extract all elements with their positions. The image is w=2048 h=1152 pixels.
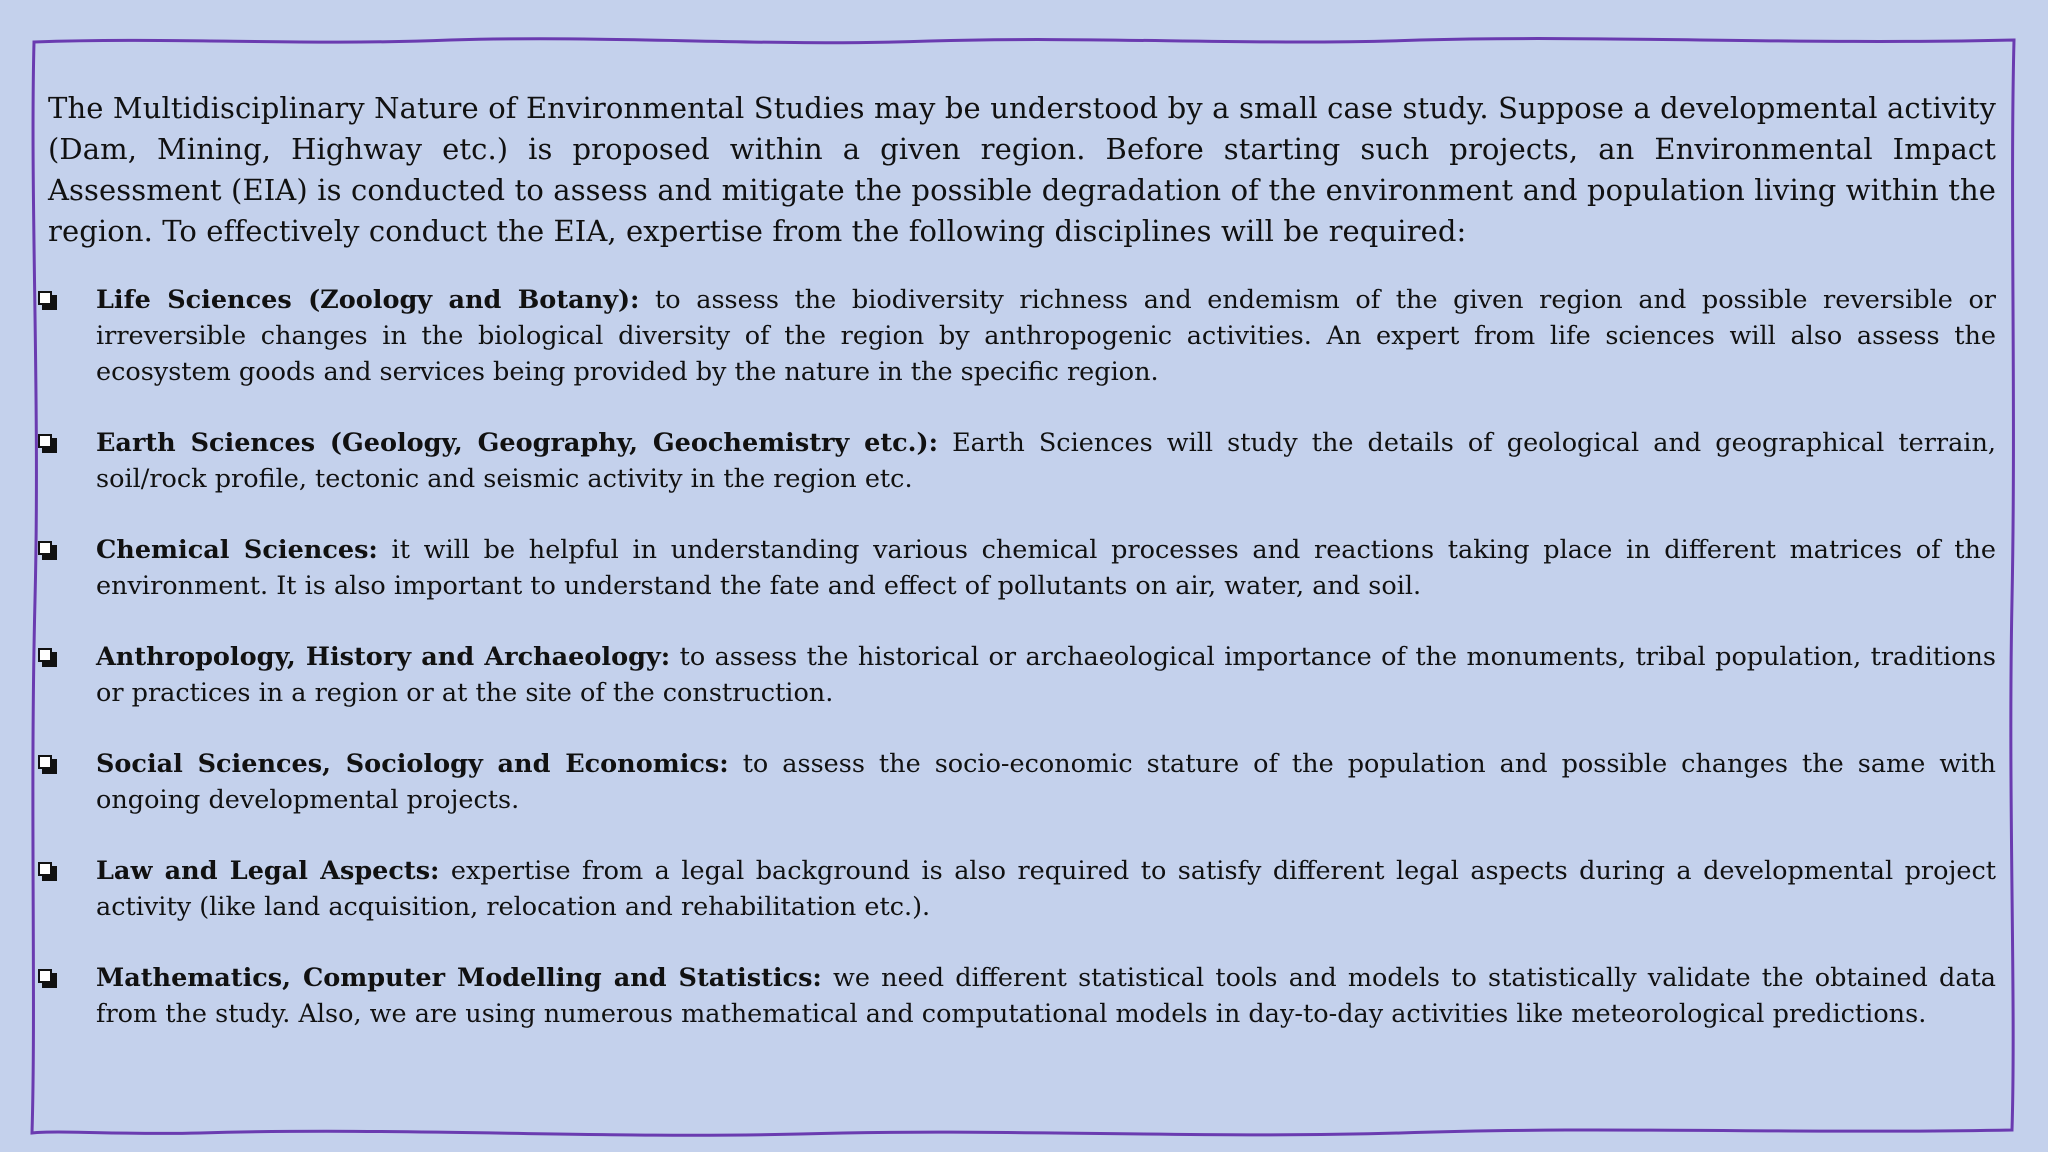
discipline-item	[48, 532, 1996, 604]
discipline-title: Life Sciences (Zoology and Botany):	[96, 285, 640, 315]
discipline-description: Earth Sciences will study the details of geological and geographical terrain, soil/rock profile, tectonic and seismic activity in the region etc.	[96, 428, 1996, 494]
discipline-title: Law and Legal Aspects:	[96, 856, 440, 886]
discipline-title: Chemical Sciences:	[96, 535, 378, 565]
discipline-description: we need different statistical tools and models to statistically validate the obtained data from the study. Also, we are using numerous mathematical and computational models in day-to-day activities like meteorological predictions.	[96, 963, 1996, 1029]
checkbox-square-icon	[38, 969, 57, 988]
discipline-description: to assess the socio-economic stature of the population and possible changes the same with ongoing developmental projects.	[96, 749, 1996, 815]
discipline-item	[48, 639, 1996, 711]
discipline-title: Anthropology, History and Archaeology:	[96, 642, 671, 672]
checkbox-square-icon	[38, 434, 57, 453]
checkbox-square-icon	[38, 291, 57, 310]
discipline-title: Social Sciences, Sociology and Economics:	[96, 749, 729, 779]
discipline-item	[48, 282, 1996, 390]
checkbox-square-icon	[38, 862, 57, 881]
checkbox-square-icon	[38, 648, 57, 667]
discipline-title: Earth Sciences (Geology, Geography, Geochemistry etc.):	[96, 428, 938, 458]
disciplines-list	[48, 282, 1996, 1032]
discipline-item	[48, 425, 1996, 497]
discipline-item	[48, 960, 1996, 1032]
discipline-description: expertise from a legal background is also required to satisfy different legal aspects during a developmental project activity (like land acquisition, relocation and rehabilitation etc.).	[96, 856, 1996, 922]
slide-content	[48, 88, 1996, 1118]
discipline-description: it will be helpful in understanding various chemical processes and reactions taking place in different matrices of the environment. It is also important to understand the fate and effect of pollutants on air, water, and soil.	[96, 535, 1996, 601]
discipline-item	[48, 746, 1996, 818]
discipline-description: to assess the historical or archaeological importance of the monuments, tribal population, traditions or practices in a region or at the site of the construction.	[96, 642, 1996, 708]
checkbox-square-icon	[38, 755, 57, 774]
discipline-title: Mathematics, Computer Modelling and Statistics:	[96, 963, 822, 993]
discipline-item	[48, 853, 1996, 925]
discipline-description: to assess the biodiversity richness and endemism of the given region and possible reversible or irreversible changes in the biological diversity of the region by anthropogenic activities. An expert from life sciences will also assess the ecosystem goods and services being provided by the nature in the specific region.	[96, 285, 1996, 387]
intro-paragraph: The Multidisciplinary Nature of Environmental Studies may be understood by a small case study. Suppose a developmental activity (Dam, Mining, Highway etc.) is proposed within a given region. Before starting such projects, an Environmental Impact Assessment (EIA) is conducted to assess and mitigate the possible degradation of the environment and population living within the region. To effectively conduct the EIA, expertise from the following disciplines will be required:	[48, 91, 1996, 248]
checkbox-square-icon	[38, 541, 57, 560]
